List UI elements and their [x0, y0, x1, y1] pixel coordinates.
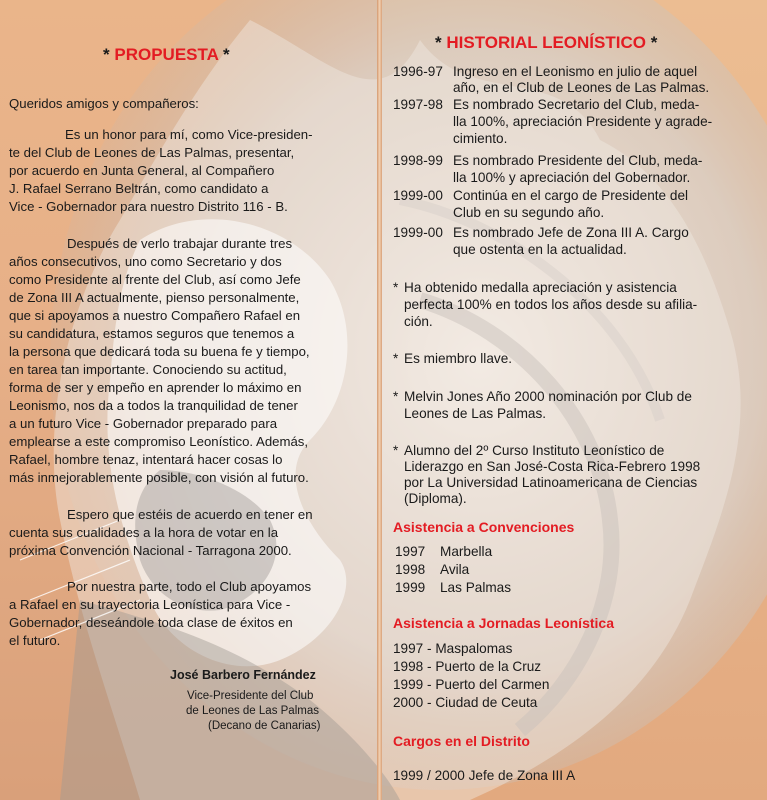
history-year: 1998-99: [393, 153, 443, 168]
heading-star-right: *: [223, 45, 230, 64]
propuesta-heading: [103, 45, 230, 65]
note-text: (Diploma).: [404, 491, 467, 506]
p2-line: Leonismo, nos da a todos la tranquilidad de tener: [9, 398, 298, 413]
note-bullet: *: [393, 389, 399, 404]
history-text: año, en el Club de Leones de Las Palmas.: [453, 80, 710, 95]
note-text: Melvin Jones Año 2000 nominación por Club de: [404, 389, 692, 404]
history-year: 1996-97: [393, 64, 443, 79]
p2-line: de Zona III A actualmente, pienso personalmente,: [9, 290, 300, 305]
heading-star-left: *: [435, 33, 442, 52]
history-text: Continúa en el cargo de Presidente del: [453, 188, 689, 203]
signature-line: (Decano de Canarias): [208, 720, 321, 732]
p1-line: por acuerdo en Junta General, al Compañero: [9, 163, 275, 178]
p2-line: la persona que dedicará toda su buena fe y tiempo,: [9, 344, 310, 359]
signature-name: José Barbero Fernández: [170, 668, 316, 682]
note-text: por La Universidad Latinoamericana de Ciencias: [404, 475, 698, 490]
convention-place: Avila: [440, 562, 470, 577]
history-text: lla 100%, apreciación Presidente y agrade-: [453, 114, 713, 129]
convention-year: 1997: [395, 544, 426, 559]
history-text: Es nombrado Jefe de Zona III A. Cargo: [453, 225, 689, 240]
p1-line: J. Rafael Serrano Beltrán, como candidato a: [9, 181, 269, 196]
jornada-item: 1997 - Maspalomas: [393, 641, 513, 656]
note-text: ción.: [404, 314, 433, 329]
history-text: Ingreso en el Leonismo en julio de aquel: [453, 64, 698, 79]
signature-line: de Leones de Las Palmas: [186, 705, 319, 717]
heading-star-right: *: [650, 33, 658, 52]
note-bullet: *: [393, 280, 399, 295]
history-year: 1997-98: [393, 97, 443, 112]
note-bullet: *: [393, 443, 399, 458]
jornadas-heading: Asistencia a Jornadas Leonística: [393, 615, 614, 631]
page-fold: [377, 0, 382, 800]
p2-line: que si apoyamos a nuestro Compañero Rafael en: [9, 308, 301, 323]
jornada-item: 2000 - Ciudad de Ceuta: [393, 695, 538, 710]
note-text: Leones de Las Palmas.: [404, 406, 547, 421]
p2-line: a un futuro Vice - Gobernador preparado para: [9, 416, 278, 431]
p2-line: su candidatura, estamos seguros que tenemos a: [9, 326, 295, 341]
p4-line: el futuro.: [9, 633, 61, 648]
convention-place: Marbella: [440, 544, 493, 559]
p2-line: forma de ser y empeño en aprender lo máximo en: [9, 380, 302, 395]
cargos-heading: Cargos en el Distrito: [393, 733, 530, 749]
p2-line: años consecutivos, uno como Secretario y dos: [9, 254, 282, 269]
note-text: Liderazgo en San José-Costa Rica-Febrero 1998: [404, 459, 701, 474]
note-bullet: *: [393, 351, 399, 366]
p1-line: Vice - Gobernador para nuestro Distrito 116 - B.: [9, 199, 288, 214]
p2-line: Rafael, hombre tenaz, intentará hacer cosas lo: [9, 452, 283, 467]
history-text: Es nombrado Secretario del Club, meda-: [453, 97, 700, 112]
p3-line: Espero que estéis de acuerdo en tener en: [67, 507, 313, 522]
history-text: que ostenta en la actualidad.: [453, 242, 627, 257]
cargo-item: 1999 / 2000 Jefe de Zona III A: [393, 768, 576, 783]
p1-line: te del Club de Leones de Las Palmas, presentar,: [9, 145, 295, 160]
signature-line: Vice-Presidente del Club: [187, 690, 314, 702]
p2-line: más inmejorablemente posible, con visión al futuro.: [9, 470, 309, 485]
p4-line: Gobernador, deseándole toda clase de éxitos en: [9, 615, 293, 630]
history-text: lla 100% y apreciación del Gobernador.: [453, 170, 691, 185]
p3-line: próxima Convención Nacional - Tarragona 2000.: [9, 543, 292, 558]
convention-place: Las Palmas: [440, 580, 512, 595]
p2-line: Después de verlo trabajar durante tres: [67, 236, 293, 251]
note-text: perfecta 100% en todos los años desde su afilia-: [404, 297, 698, 312]
p3-line: cuenta sus cualidades a la hora de votar en la: [9, 525, 279, 540]
propuesta-title: PROPUESTA: [114, 45, 219, 64]
historial-heading: [435, 33, 657, 53]
note-text: Ha obtenido medalla apreciación y asistencia: [404, 280, 677, 295]
history-text: Es nombrado Presidente del Club, meda-: [453, 153, 703, 168]
p1-line: Es un honor para mí, como Vice-presiden-: [65, 127, 313, 142]
note-text: Alumno del 2º Curso Instituto Leonístico de: [404, 443, 665, 458]
p2-line: como Presidente al frente del Club, así como Jefe: [9, 272, 301, 287]
history-text: cimiento.: [453, 131, 508, 146]
p4-line: Por nuestra parte, todo el Club apoyamos: [67, 579, 312, 594]
convention-year: 1998: [395, 562, 426, 577]
greeting: Queridos amigos y compañeros:: [9, 96, 199, 111]
jornada-item: 1998 - Puerto de la Cruz: [393, 659, 542, 674]
note-text: Es miembro llave.: [404, 351, 513, 366]
conventions-heading: Asistencia a Convenciones: [393, 519, 575, 535]
p4-line: a Rafael en su trayectoria Leonística para Vice -: [9, 597, 291, 612]
history-year: 1999-00: [393, 225, 443, 240]
history-text: Club en su segundo año.: [453, 205, 605, 220]
jornada-item: 1999 - Puerto del Carmen: [393, 677, 550, 692]
p2-line: en tarea tan importante. Conociendo su actitud,: [9, 362, 287, 377]
historial-title: HISTORIAL LEONÍSTICO: [446, 33, 646, 52]
history-year: 1999-00: [393, 188, 443, 203]
convention-year: 1999: [395, 580, 426, 595]
p2-line: emplearse a este compromiso Leonístico. Además,: [9, 434, 309, 449]
heading-star-left: *: [103, 45, 110, 64]
